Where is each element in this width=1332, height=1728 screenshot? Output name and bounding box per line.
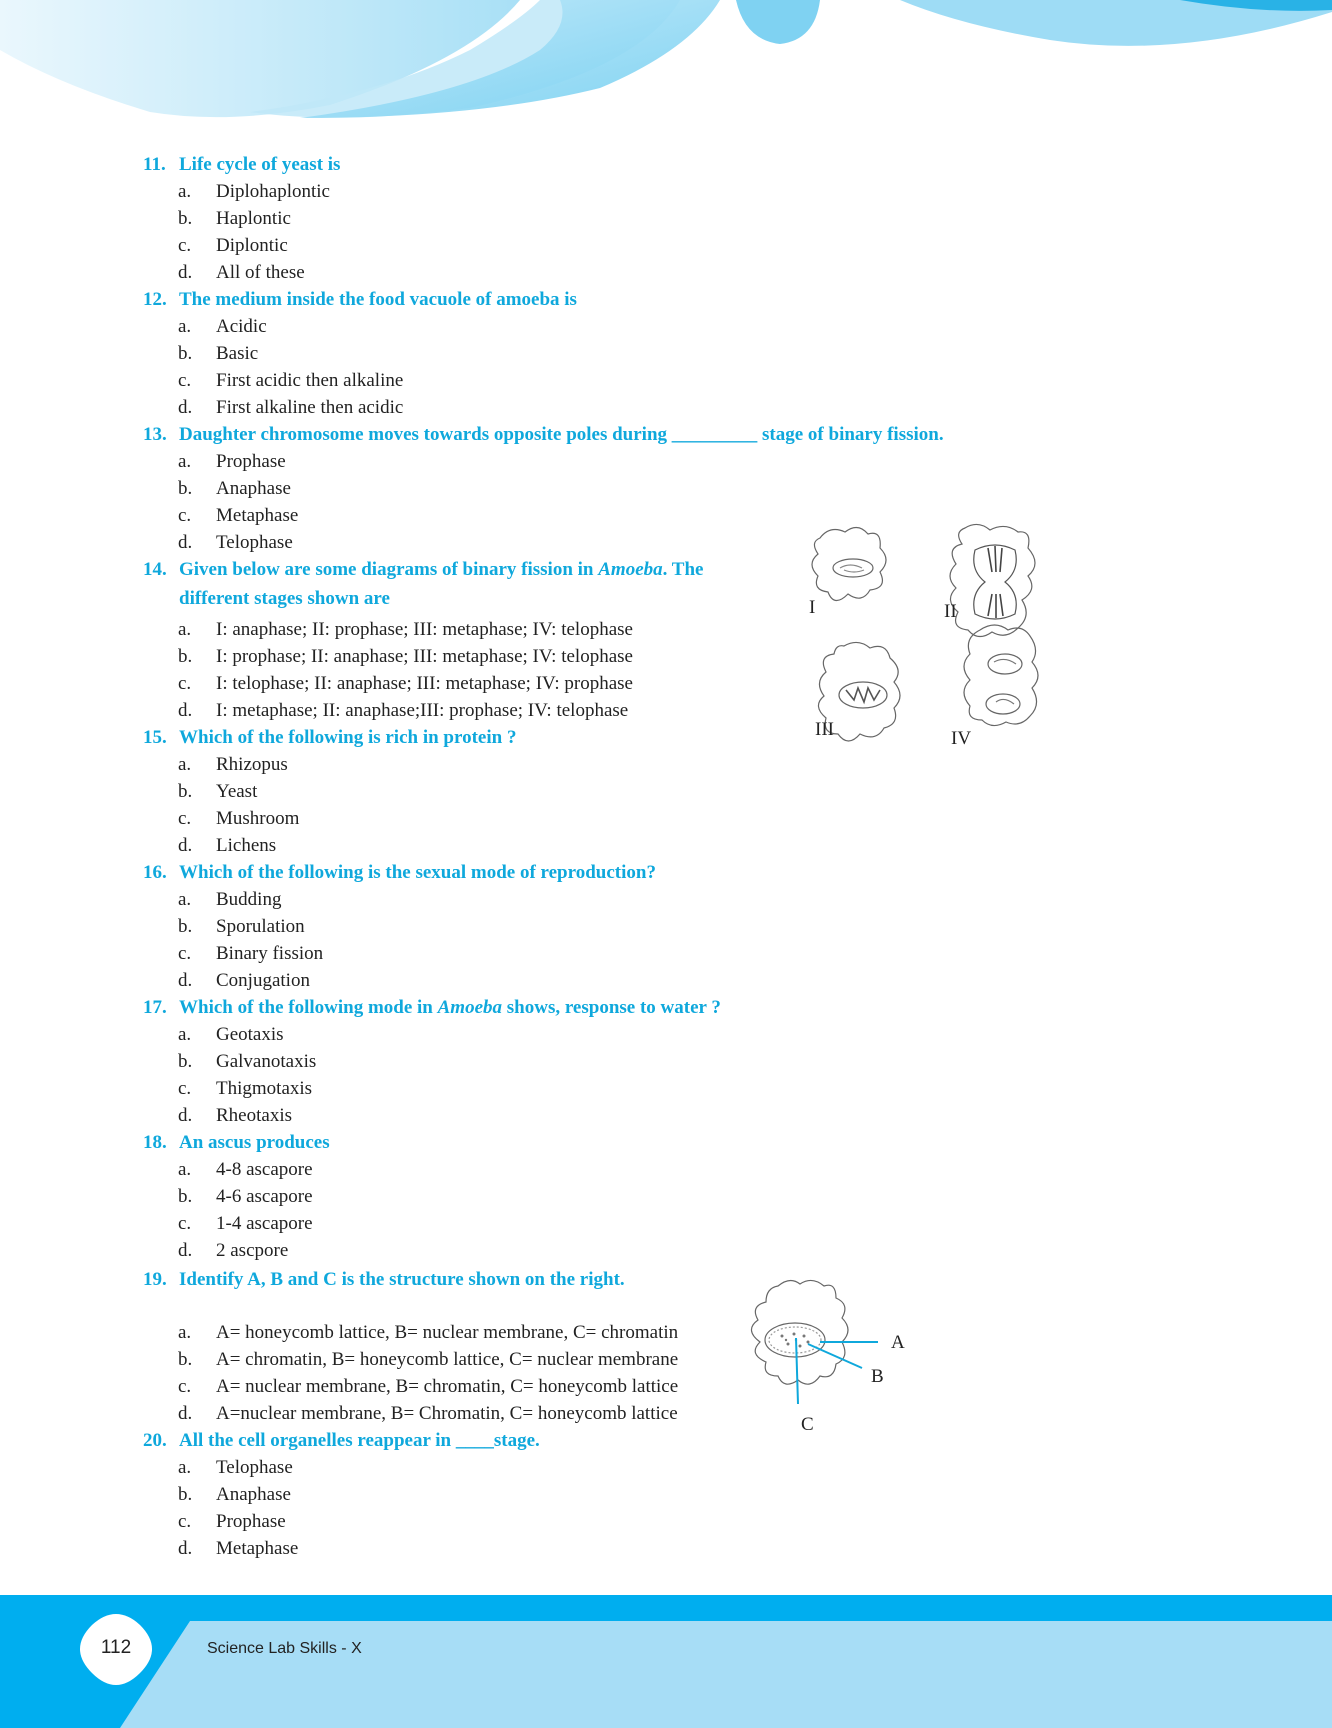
option-text: Mushroom [216,808,300,829]
figure-label-B: B [871,1366,884,1387]
option-text: Binary fission [216,943,324,964]
amoeba-stage-1-outline [812,527,886,600]
option-letter: b. [178,916,193,937]
option [178,504,298,528]
option-text: 2 ascpore [216,1240,289,1261]
cell-outline [751,1280,848,1384]
option-letter: b. [178,208,193,229]
option-letter: b. [178,1051,193,1072]
option-letter: c. [178,505,192,526]
option [178,780,257,804]
option-letter: d. [178,700,193,721]
option-text: Metaphase [216,1538,299,1559]
option [178,672,633,696]
option-letter: d. [178,1538,193,1559]
question-number: 17. [143,997,167,1018]
nucleus-stage-4a [988,654,1022,674]
question-18 [143,1131,330,1155]
option-text: Rhizopus [216,754,288,775]
option-letter: a. [178,754,192,775]
option-letter: d. [178,262,193,283]
nucleus-stage-1 [833,559,873,577]
option-text: All of these [216,262,305,283]
nucleus-stage-4b [986,694,1020,714]
option-letter: b. [178,646,193,667]
question-text: An ascus produces [179,1132,330,1153]
question-number: 14. [143,559,167,580]
cell-structure-figure [738,1272,888,1422]
option-text: I: anaphase; II: prophase; III: metaphase; IV: telophase [216,619,633,640]
option-letter: a. [178,1322,192,1343]
option [178,180,330,204]
question-text: Daughter chromosome moves towards opposite poles during _________ stage of binary fission. [179,424,944,445]
option [178,753,288,777]
option-letter: b. [178,343,193,364]
pointer-B [808,1344,862,1368]
question-text: Life cycle of yeast is [179,154,341,175]
option-text: Sporulation [216,916,305,937]
option [178,234,288,258]
option-letter: d. [178,1403,193,1424]
option-letter: b. [178,1484,193,1505]
question-number: 15. [143,727,167,748]
option-text: 1-4 ascapore [216,1213,313,1234]
option-text: A= honeycomb lattice, B= nuclear membrane, C= chromatin [216,1322,679,1343]
option [178,1212,313,1236]
option [178,1023,284,1047]
option-letter: a. [178,1024,192,1045]
binary-fission-figure [800,520,1060,760]
option [178,1050,316,1074]
question-text-italic: Amoeba [598,559,663,580]
option-text: A=nuclear membrane, B= Chromatin, C= honeycomb lattice [216,1403,678,1424]
nucleus-stage-3 [839,682,887,708]
option-text: Geotaxis [216,1024,284,1045]
option-letter: c. [178,1511,192,1532]
option [178,1537,298,1561]
question-text: different stages shown are [179,588,390,609]
question-12 [143,288,577,312]
question-17 [143,996,721,1020]
question-text-part: Which of the following mode in [179,997,438,1018]
option-text: Prophase [216,1511,286,1532]
option-text: Prophase [216,451,286,472]
option-letter: a. [178,889,192,910]
question-number: 19. [143,1269,167,1290]
option-letter: c. [178,1078,192,1099]
option-text: Haplontic [216,208,291,229]
question-20 [143,1429,540,1453]
option [178,1483,291,1507]
option [178,1510,286,1534]
option-letter: d. [178,397,193,418]
option-text: Budding [216,889,282,910]
question-text-part: shows, response to water ? [502,997,721,1018]
option [178,888,281,912]
option-text: Basic [216,343,259,364]
option-text: 4-8 ascapore [216,1159,313,1180]
option [178,1375,678,1399]
amoeba-stage-2-outline [950,524,1035,636]
figure-label-I: I [809,597,816,618]
option [178,969,310,993]
question-13 [143,423,944,447]
option [178,396,403,420]
option-letter: c. [178,370,192,391]
pointer-C [796,1338,798,1404]
option-letter: d. [178,532,193,553]
option-letter: c. [178,808,192,829]
question-19 [143,1268,625,1292]
header-decoration [0,0,1332,130]
option [178,1077,312,1101]
question-text: Which of the following is the sexual mode of reproduction? [179,862,656,883]
option-text: Conjugation [216,970,310,991]
question-number: 11. [143,154,166,175]
question-14 [143,558,703,582]
option-letter: d. [178,835,193,856]
option [178,207,291,231]
option [178,699,628,723]
option [178,1239,288,1263]
option-text: Rheotaxis [216,1105,292,1126]
option-letter: a. [178,1159,192,1180]
option [178,915,305,939]
option-letter: c. [178,235,192,256]
option [178,618,633,642]
option-letter: b. [178,478,193,499]
option-text: I: telophase; II: anaphase; III: metaphase; IV: prophase [216,673,633,694]
question-15 [143,726,516,750]
option-letter: c. [178,1213,192,1234]
question-text [179,558,703,582]
option-letter: b. [178,1186,193,1207]
option [178,645,633,669]
question-text [179,996,721,1020]
option-letter: a. [178,619,192,640]
option-letter: a. [178,316,192,337]
option-text: First acidic then alkaline [216,370,404,391]
question-text: Which of the following is rich in protein ? [179,727,517,748]
option-text: Anaphase [216,478,291,499]
option [178,369,403,393]
option [178,261,305,285]
option-text: I: metaphase; II: anaphase;III: prophase; IV: telophase [216,700,629,721]
question-text-italic: Amoeba [437,997,503,1018]
option-text: Lichens [216,835,277,856]
option-text: Diplontic [216,235,288,256]
question-number: 20. [143,1430,167,1451]
question-text-part: . The [662,559,704,580]
option-letter: d. [178,1240,193,1261]
option [178,1321,678,1345]
question-number: 18. [143,1132,167,1153]
option [178,1158,313,1182]
option-text: I: prophase; II: anaphase; III: metaphase; IV: telophase [216,646,633,667]
option-letter: c. [178,673,192,694]
option-letter: b. [178,1349,193,1370]
option-letter: b. [178,781,193,802]
option [178,450,286,474]
option-text: 4-6 ascapore [216,1186,313,1207]
option [178,1185,313,1209]
option-text: Telophase [216,1457,293,1478]
option [178,315,267,339]
page-footer [0,1595,1332,1728]
option-letter: d. [178,970,193,991]
option [178,942,323,966]
option-text: Anaphase [216,1484,291,1505]
option [178,477,291,501]
question-16 [143,861,656,885]
option-text: Diplohaplontic [216,181,330,202]
amoeba-stage-4-outline [964,625,1038,726]
option [178,1456,293,1480]
question-14-line2 [143,587,390,611]
option-letter: a. [178,181,192,202]
question-text: All the cell organelles reappear in ____stage. [179,1430,540,1451]
option-text: Acidic [216,316,267,337]
option-letter: c. [178,1376,192,1397]
question-number: 12. [143,289,167,310]
question-number: 13. [143,424,167,445]
question-text: The medium inside the food vacuole of amoeba is [179,289,577,310]
option [178,1348,678,1372]
option-text: Yeast [216,781,258,802]
book-title: Science Lab Skills - X [207,1640,362,1657]
option [178,834,276,858]
figure-label-III: III [815,719,834,740]
option-text: Metaphase [216,505,299,526]
option-text: A= chromatin, B= honeycomb lattice, C= nuclear membrane [216,1349,679,1370]
option-letter: a. [178,1457,192,1478]
option-letter: c. [178,943,192,964]
question-11 [143,153,340,177]
option [178,807,299,831]
question-text: Identify A, B and C is the structure shown on the right. [179,1269,625,1290]
option [178,1104,292,1128]
option-letter: d. [178,1105,193,1126]
question-number: 16. [143,862,167,883]
figure-label-A: A [891,1332,905,1353]
option [178,531,293,555]
option-text: Telophase [216,532,293,553]
option-letter: a. [178,451,192,472]
question-text-part: Given below are some diagrams of binary fission in [179,559,599,580]
figure-label-C: C [801,1414,814,1435]
figure-label-IV: IV [951,728,972,749]
option-text: First alkaline then acidic [216,397,404,418]
option [178,342,258,366]
page-number: 112 [100,1637,132,1658]
option-text: A= nuclear membrane, B= chromatin, C= honeycomb lattice [216,1376,679,1397]
option [178,1402,678,1426]
figure-label-II: II [944,601,957,622]
option-text: Thigmotaxis [216,1078,313,1099]
option-text: Galvanotaxis [216,1051,317,1072]
